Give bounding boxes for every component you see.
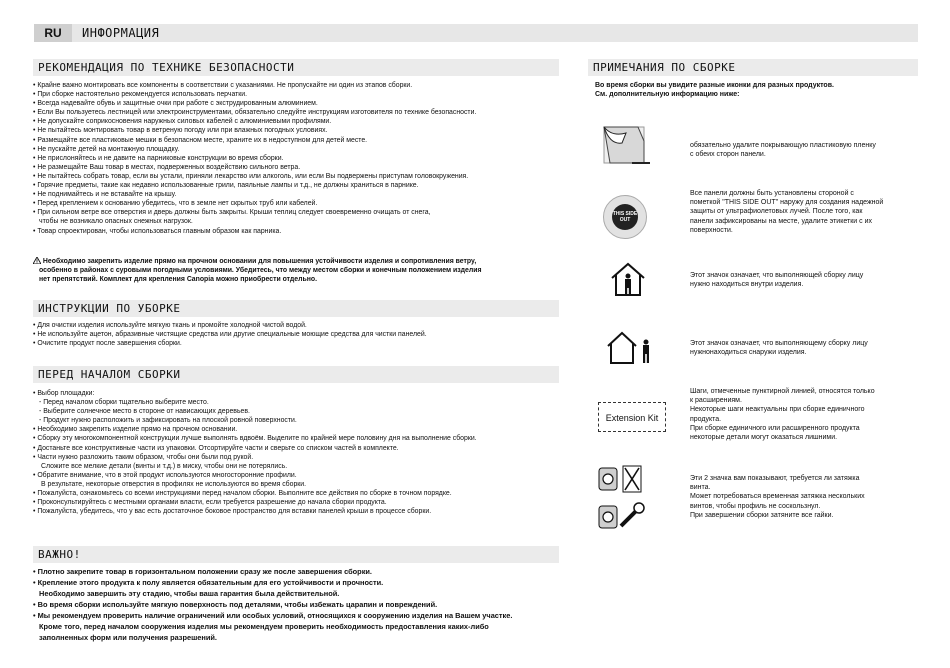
list-item: • Мы рекомендуем проверить наличие ограничений или особых условий, относящихся к сооружению изделия на Вашем участке. — [33, 611, 513, 620]
list-item: • Не прислоняйтесь и не давите на парниковые конструкции во время сборки. — [33, 154, 284, 162]
list-item: • Части нужно разложить таким образом, чтобы они были под рукой. — [33, 453, 254, 461]
peel-film-icon — [602, 123, 650, 172]
list-item: • Выбор площадки: — [33, 390, 95, 397]
side-note: Все панели должны быть установлены стороной с пометкой "THIS SIDE OUT" наружу для создания надежной защиты от ультрафиолетовых лучей. После того, как панели зафиксированы на месте, удалите этикетки с их поверхности. — [690, 190, 884, 234]
list-item: • Не пытайтесь монтировать товар в ветреную погоду или при влажных погодных условиях. — [33, 127, 328, 135]
cleaning-heading: ИНСТРУКЦИИ ПО УБОРКЕ — [33, 300, 559, 317]
list-item: заполненных форм или получения разрешений. — [39, 633, 217, 642]
important-list — [33, 566, 512, 643]
warning-icon — [33, 257, 41, 264]
list-item: В результате, некоторые отверстия в профилях не используются во время сборки. — [41, 480, 307, 488]
notes-intro-line: См. дополнительную информацию ниже: — [595, 91, 740, 98]
list-item: • При сильном ветре все отверстия и дверь должны быть закрыты. Крыши теплиц следует своевременно очищать от снега, — [33, 209, 431, 217]
notes-intro — [595, 81, 834, 99]
list-item: • Не поднимайтесь и не вставайте на крышу. — [33, 191, 177, 199]
tighten-screw-icon — [597, 500, 645, 539]
person-inside-house-icon — [610, 262, 646, 301]
list-item: • Крепление этого продукта к полу является обязательным для его устойчивости и прочности. — [33, 578, 384, 587]
badge-label: THIS SIDE OUT — [612, 204, 638, 230]
list-item: - Продукт нужно расположить и зафиксировать на плоской ровной поверхности. — [39, 417, 297, 425]
film-note: обязательно удалите покрывающую пластиковую пленку с обеих сторон панели. — [690, 142, 876, 159]
list-item: чтобы не возникало опасных снежных нагрузок. — [39, 218, 193, 226]
cleaning-list — [33, 321, 427, 348]
person-outside-house-icon — [606, 330, 654, 369]
list-item: • Не допускайте соприкосновения наружных силовых кабелей с алюминиевыми профилями. — [33, 118, 332, 126]
list-item: • Сборку эту многокомпонентной конструкции лучше выполнять вдвоём. Выделите по крайней мере половину дня на выполнение сборки. — [33, 435, 477, 443]
list-item: • Горячие предметы, такие как недавно использованные грили, паяльные лампы и т.д., не должны храниться в парнике. — [33, 182, 419, 190]
language-badge: RU — [34, 24, 72, 42]
list-item: Сложите все мелкие детали (винты и т.д.) в миску, чтобы они не потерялись. — [41, 462, 288, 470]
notes-heading: ПРИМЕЧАНИЯ ПО СБОРКЕ — [588, 59, 918, 76]
list-item: - Перед началом сборки тщательно выберите место. — [39, 399, 209, 407]
list-item: • Для очистки изделия используйте мягкую ткань и промойте холодной чистой водой. — [33, 322, 307, 329]
list-item: • Крайне важно монтировать все компоненты в соответствии с указаниями. Не пропускайте ни один из этапов сборки. — [33, 82, 413, 89]
list-item: • Пожалуйста, убедитесь, что у вас есть достаточное боковое пространство для вставки панелей крыши в процессе сборки. — [33, 508, 432, 516]
page-title: ИНФОРМАЦИЯ — [82, 26, 160, 40]
list-item: • При сборке настоятельно рекомендуется использовать перчатки. — [33, 91, 248, 99]
safety-warning — [33, 257, 482, 284]
list-item: • Если Вы пользуетесь лестницей или электроинструментами, обязательно следуйте инструкциям изготовителя по технике безопасности. — [33, 109, 477, 117]
list-item: • Не размещайте Ваш товар в местах, подверженных воздействию сильного ветра. — [33, 163, 301, 171]
list-item: • Товар спроектирован, чтобы использоваться главным образом как парника. — [33, 227, 282, 235]
important-heading: ВАЖНО! — [33, 546, 559, 563]
list-item: • Обратите внимание, что в этой продукт используются многосторонние профили. — [33, 471, 297, 479]
list-item: • Плотно закрепите товар в горизонтальном положении сразу же после завершения сборки. — [33, 567, 372, 576]
list-item: • Проконсультируйтесь с местными органами власти, если требуется разрешение до начала сборки продукта. — [33, 499, 387, 507]
before-list — [33, 389, 477, 516]
inside-note: Этот значок означает, что выполняющей сборку лицу нужно находиться внутри изделия. — [690, 272, 864, 289]
warning-line: Необходимо закрепить изделие прямо на прочном основании для повышения устойчивости изделия и сопротивления ветру, — [33, 257, 482, 266]
loose-screw-icon — [597, 462, 645, 501]
list-item: • Размещайте все пластиковые мешки в безопасном месте, храните их в недоступном для детей месте. — [33, 136, 368, 144]
safety-list — [33, 81, 476, 236]
screw-note: Эти 2 значка вам показывают, требуется ли затяжка винта. Может потребоваться временная затяжка нескольких винтов, чтобы профиль не соскользнул. При завершении сборки затяните все гайки. — [690, 475, 865, 519]
list-item: - Выберите солнечное место в стороне от нависающих деревьев. — [39, 408, 250, 416]
list-item: • Не используйте ацетон, абразивные чистящие средства или другие специальные моющие средства для чистки панелей. — [33, 331, 427, 339]
list-item: • Очистите продукт после завершения сборки. — [33, 340, 182, 348]
list-item: • Необходимо закрепить изделие прямо на прочном основании. — [33, 426, 238, 434]
notes-intro-line: Во время сборки вы увидите разные иконки для разных продуктов. — [595, 82, 834, 89]
outside-note: Этот значок означает, что выполняющему сборку лицу нужнонаходиться снаружи изделия. — [690, 340, 868, 357]
list-item: Кроме того, перед началом сооружения изделия мы рекомендуем проверить необходимость предоставления каких-либо — [39, 622, 489, 631]
before-heading: ПЕРЕД НАЧАЛОМ СБОРКИ — [33, 366, 559, 383]
list-item: • Во время сборки используйте мягкую поверхность под деталями, чтобы избежать царапин и повреждений. — [33, 600, 438, 609]
list-item: • Не пускайте детей на монтажную площадку. — [33, 145, 180, 153]
list-item: • Пожалуйста, ознакомьтесь со всеми инструкциями перед началом сборки. Выполните все действия по сборке в точном порядке. — [33, 490, 452, 498]
warning-line: особенно в районах с суровыми погодными условиями. Убедитесь, что между местом сборки и конечным положением изделия — [39, 267, 482, 275]
list-item: • Перед креплением к основанию убедитесь, что в земле нет скрытых труб или кабелей. — [33, 200, 318, 208]
list-item: • Достаньте все конструктивные части из упаковки. Отсортируйте части и сверьте со списком частей в комплекте. — [33, 444, 399, 452]
safety-heading: РЕКОМЕНДАЦИЯ ПО ТЕХНИКЕ БЕЗОПАСНОСТИ — [33, 59, 559, 76]
top-bar — [34, 24, 918, 42]
extension-note: Шаги, отмеченные пунктирной линией, относятся только к расширениям. Некоторые шаги неактуальны при сборке единичного продукта. При сборке единичного или расширенного продукта некоторые детали могут оказаться лишними. — [690, 388, 875, 442]
this-side-out-badge — [603, 195, 647, 239]
list-item: • Всегда надевайте обувь и защитные очки при работе с экструдированным алюминием. — [33, 100, 318, 108]
list-item: Необходимо завершить эту стадию, чтобы ваша гарантия была действительной. — [39, 589, 340, 598]
list-item: • Не пытайтесь собрать товар, если вы устали, приняли лекарство или алкоголь, или если Вы подвержены приступам головокружения. — [33, 172, 469, 180]
extension-kit-label: Extension Kit — [598, 402, 666, 432]
warning-line: нет препятствий. Комплект для крепления Canopia можно приобрести отдельно. — [39, 276, 318, 284]
